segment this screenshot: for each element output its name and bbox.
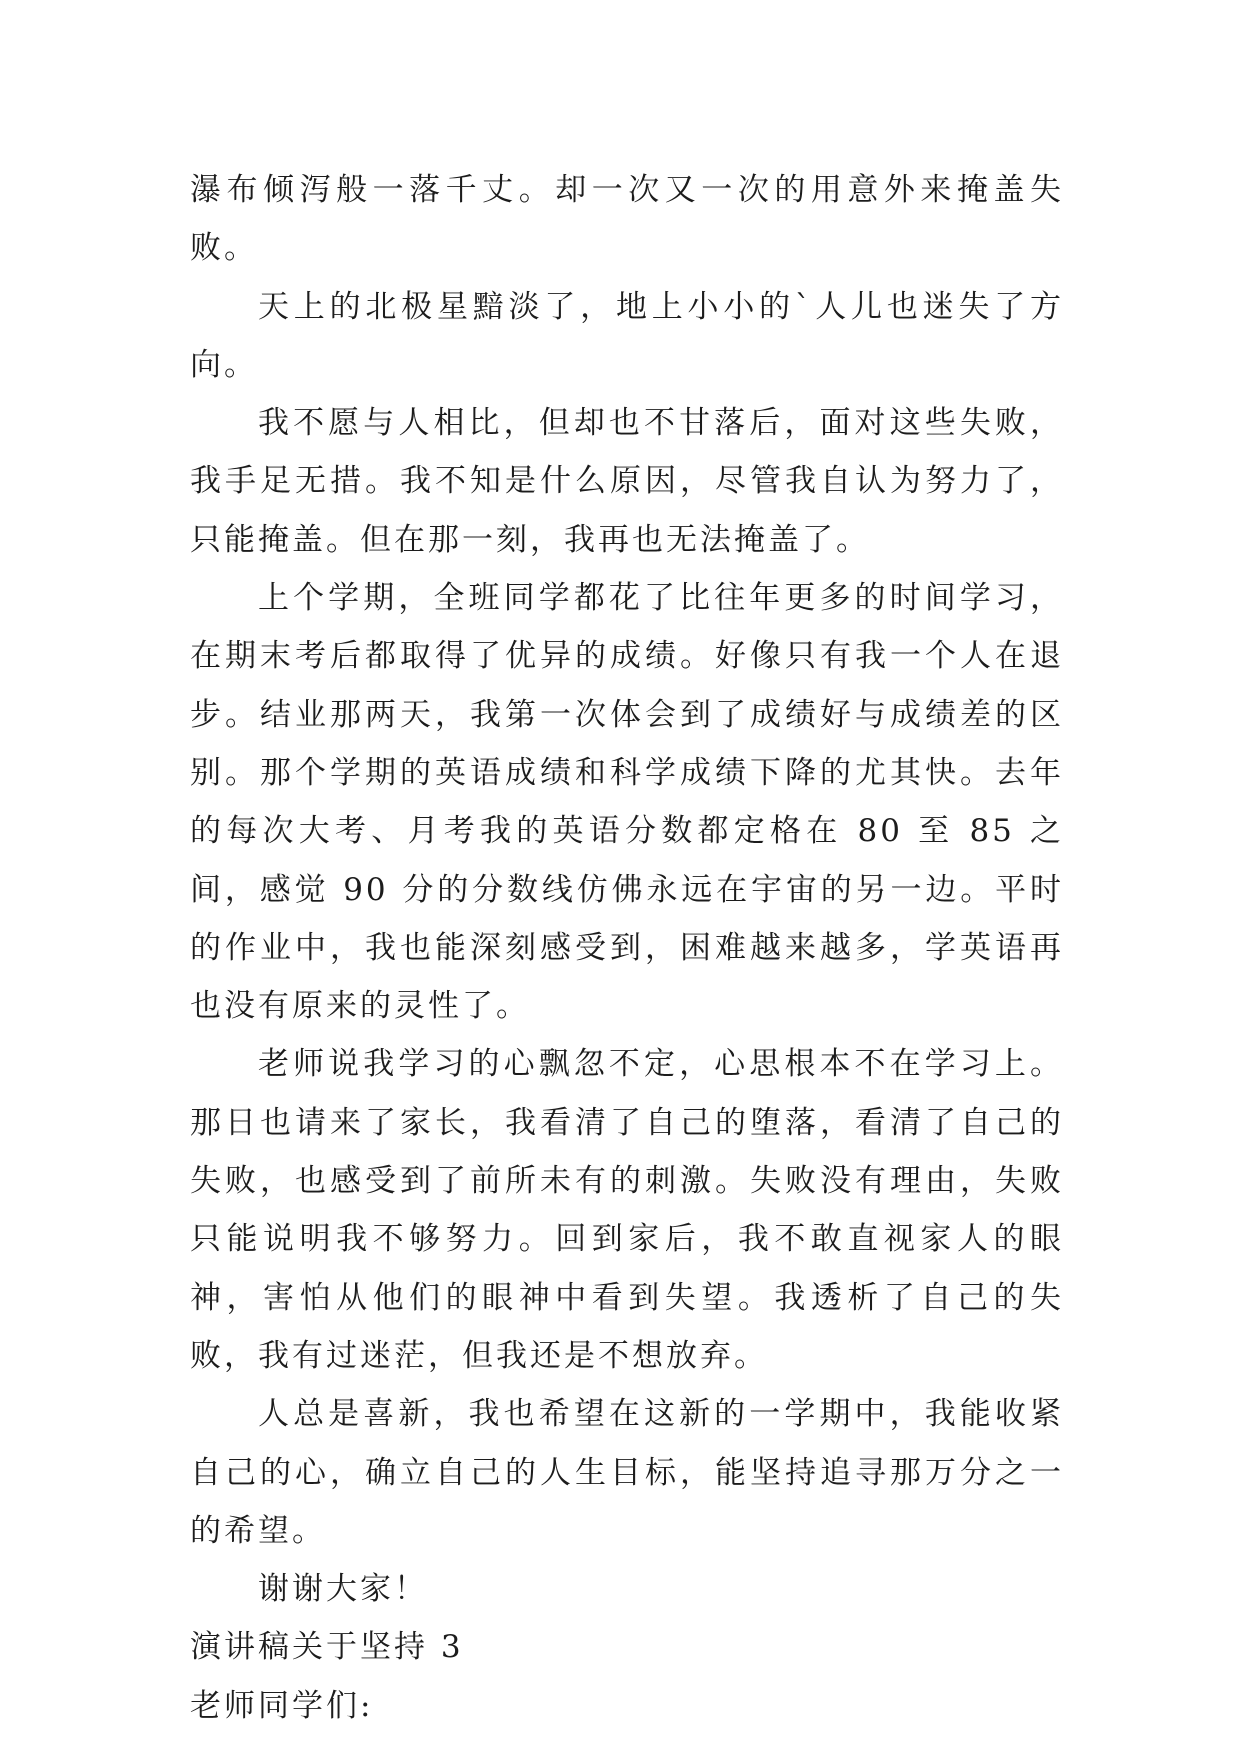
paragraph-last-semester: 上个学期，全班同学都花了比往年更多的时间学习，在期末考后都取得了优异的成绩。好像只有我一个人在退步。结业那两天，我第一次体会到了成绩好与成绩差的区别。那个学期的英语成绩和科学成绩下降的尤其快。去年的每次大考、月考我的英语分数都定格在 80 至 85 之间，感觉 90 分的分数线仿佛永远在宇宙的另一边。平时的作业中，我也能深刻感受到，困难越来越多，学英语再也没有原来的灵性了。 — [190, 580, 1064, 1025]
body-text — [190, 161, 1064, 1735]
paragraph-new-semester: 人总是喜新，我也希望在这新的一学期中，我能收紧自己的心，确立自己的人生目标，能坚持追寻那万分之一的希望。 — [190, 1396, 1064, 1549]
paragraph-north-star: 天上的北极星黯淡了，地上小小的`人儿也迷失了方向。 — [190, 288, 1064, 383]
paragraph-teacher-said: 老师说我学习的心飘忽不定，心思根本不在学习上。那日也请来了家长，我看清了自己的堕落，看清了自己的失败，也感受到了前所未有的刺激。失败没有理由，失败只能说明我不够努力。回到家后，我不敢直视家人的眼神，害怕从他们的眼神中看到失望。我透析了自己的失败，我有过迷茫，但我还是不想放弃。 — [190, 1046, 1064, 1374]
salutation: 老师同学们: — [190, 1687, 374, 1724]
paragraph-waterfall: 瀑布倾泻般一落千丈。却一次又一次的用意外来掩盖失败。 — [190, 172, 1064, 267]
paragraph-unwilling: 我不愿与人相比，但却也不甘落后，面对这些失败，我手足无措。我不知是什么原因，尽管我自认为努力了，只能掩盖。但在那一刻，我再也无法掩盖了。 — [190, 405, 1064, 558]
section-heading: 演讲稿关于坚持 3 — [190, 1629, 464, 1666]
paragraph-thanks: 谢谢大家！ — [258, 1571, 428, 1608]
